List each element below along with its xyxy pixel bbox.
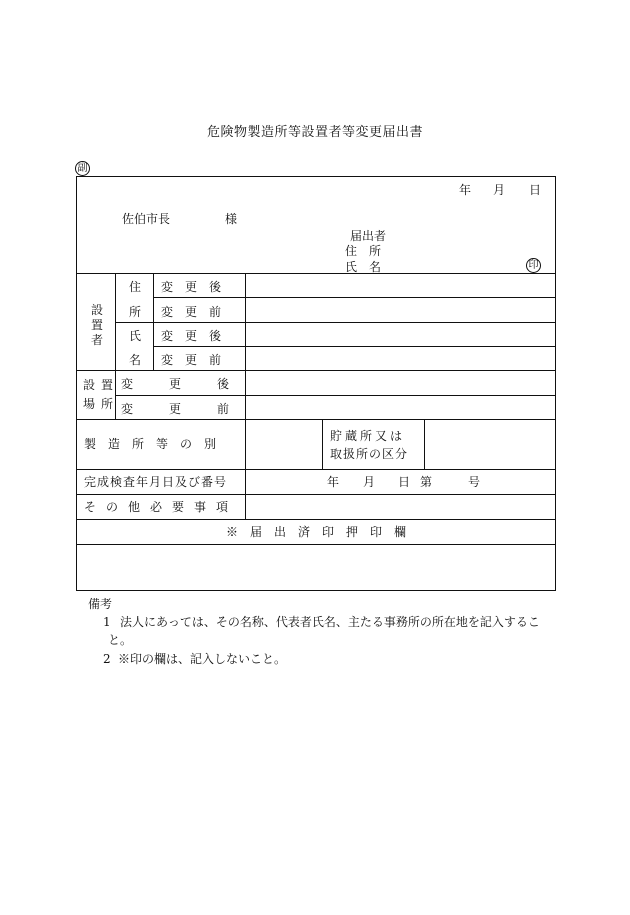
installer-name-char-1: 氏 — [129, 329, 142, 343]
place-after-label: 変 更 後 — [121, 377, 230, 391]
installer-address-char-1: 住 — [129, 280, 142, 294]
date-day-label: 日 — [529, 183, 542, 197]
inspection-dai-label: 第 — [420, 475, 433, 489]
note-1-text-continued: と。 — [108, 633, 133, 647]
note-2-number: 2 — [103, 652, 111, 666]
row-line — [77, 370, 555, 371]
storage-type-label-line1: 貯蔵所又は — [330, 429, 406, 443]
other-items-label: その他必要事項 — [84, 500, 239, 514]
row-line — [153, 346, 555, 347]
date-month-label: 月 — [493, 183, 506, 197]
receipt-stamp-label: ※ 届 出 済 印 押 印 欄 — [225, 525, 406, 539]
note-1-text: 法人にあっては、その名称、代表者氏名、主たる事務所の所在地を記入するこ — [120, 615, 540, 629]
seal-mark: 印 — [526, 258, 541, 273]
inspection-label: 完成検査年月日及び番号 — [84, 475, 228, 489]
inspection-month-label: 月 — [363, 475, 376, 489]
inspection-day-label: 日 — [398, 475, 411, 489]
note-1-number: 1 — [103, 615, 111, 629]
installer-name-char-2: 名 — [129, 353, 142, 367]
form-table — [76, 176, 556, 591]
facility-type-label: 製 造 所 等 の 別 — [84, 437, 217, 451]
row-line — [77, 273, 555, 274]
installer-name-before-label: 変 更 前 — [161, 353, 222, 367]
col-line — [115, 273, 116, 370]
col-line — [245, 273, 246, 469]
row-line — [115, 395, 555, 396]
row-line — [77, 519, 555, 520]
storage-type-label-line2: 取扱所の区分 — [330, 447, 409, 461]
addressee-honorific: 様 — [225, 212, 238, 226]
row-line — [77, 544, 555, 545]
addressee-name: 佐伯市長 — [122, 212, 171, 226]
note-2-text: ※印の欄は、記入しないこと。 — [118, 652, 287, 666]
installer-group-label: 設置者 — [90, 303, 103, 347]
row-line — [153, 297, 555, 298]
place-label-line1: 設置 — [83, 378, 120, 392]
duplicate-stamp: 副 — [75, 161, 90, 176]
page-title: 危険物製造所等設置者等変更届出書 — [206, 125, 423, 140]
installer-address-after-label: 変 更 後 — [161, 280, 222, 294]
notes-heading: 備考 — [88, 597, 113, 611]
row-line — [77, 469, 555, 470]
applicant-address-label: 住 所 — [345, 244, 382, 258]
inspection-go-label: 号 — [468, 475, 481, 489]
row-line — [115, 322, 555, 323]
col-line — [153, 273, 154, 370]
place-before-label: 変 更 前 — [121, 402, 230, 416]
col-line — [322, 419, 323, 469]
row-line — [77, 494, 555, 495]
applicant-label: 届出者 — [350, 229, 387, 243]
inspection-year-label: 年 — [327, 475, 340, 489]
installer-address-before-label: 変 更 前 — [161, 305, 222, 319]
installer-address-char-2: 所 — [129, 305, 142, 319]
place-label-line2: 場所 — [83, 397, 120, 411]
col-line — [424, 419, 425, 469]
row-line — [77, 419, 555, 420]
applicant-name-label: 氏 名 — [345, 260, 382, 274]
installer-name-after-label: 変 更 後 — [161, 329, 222, 343]
date-year-label: 年 — [459, 183, 472, 197]
col-line — [245, 469, 246, 519]
